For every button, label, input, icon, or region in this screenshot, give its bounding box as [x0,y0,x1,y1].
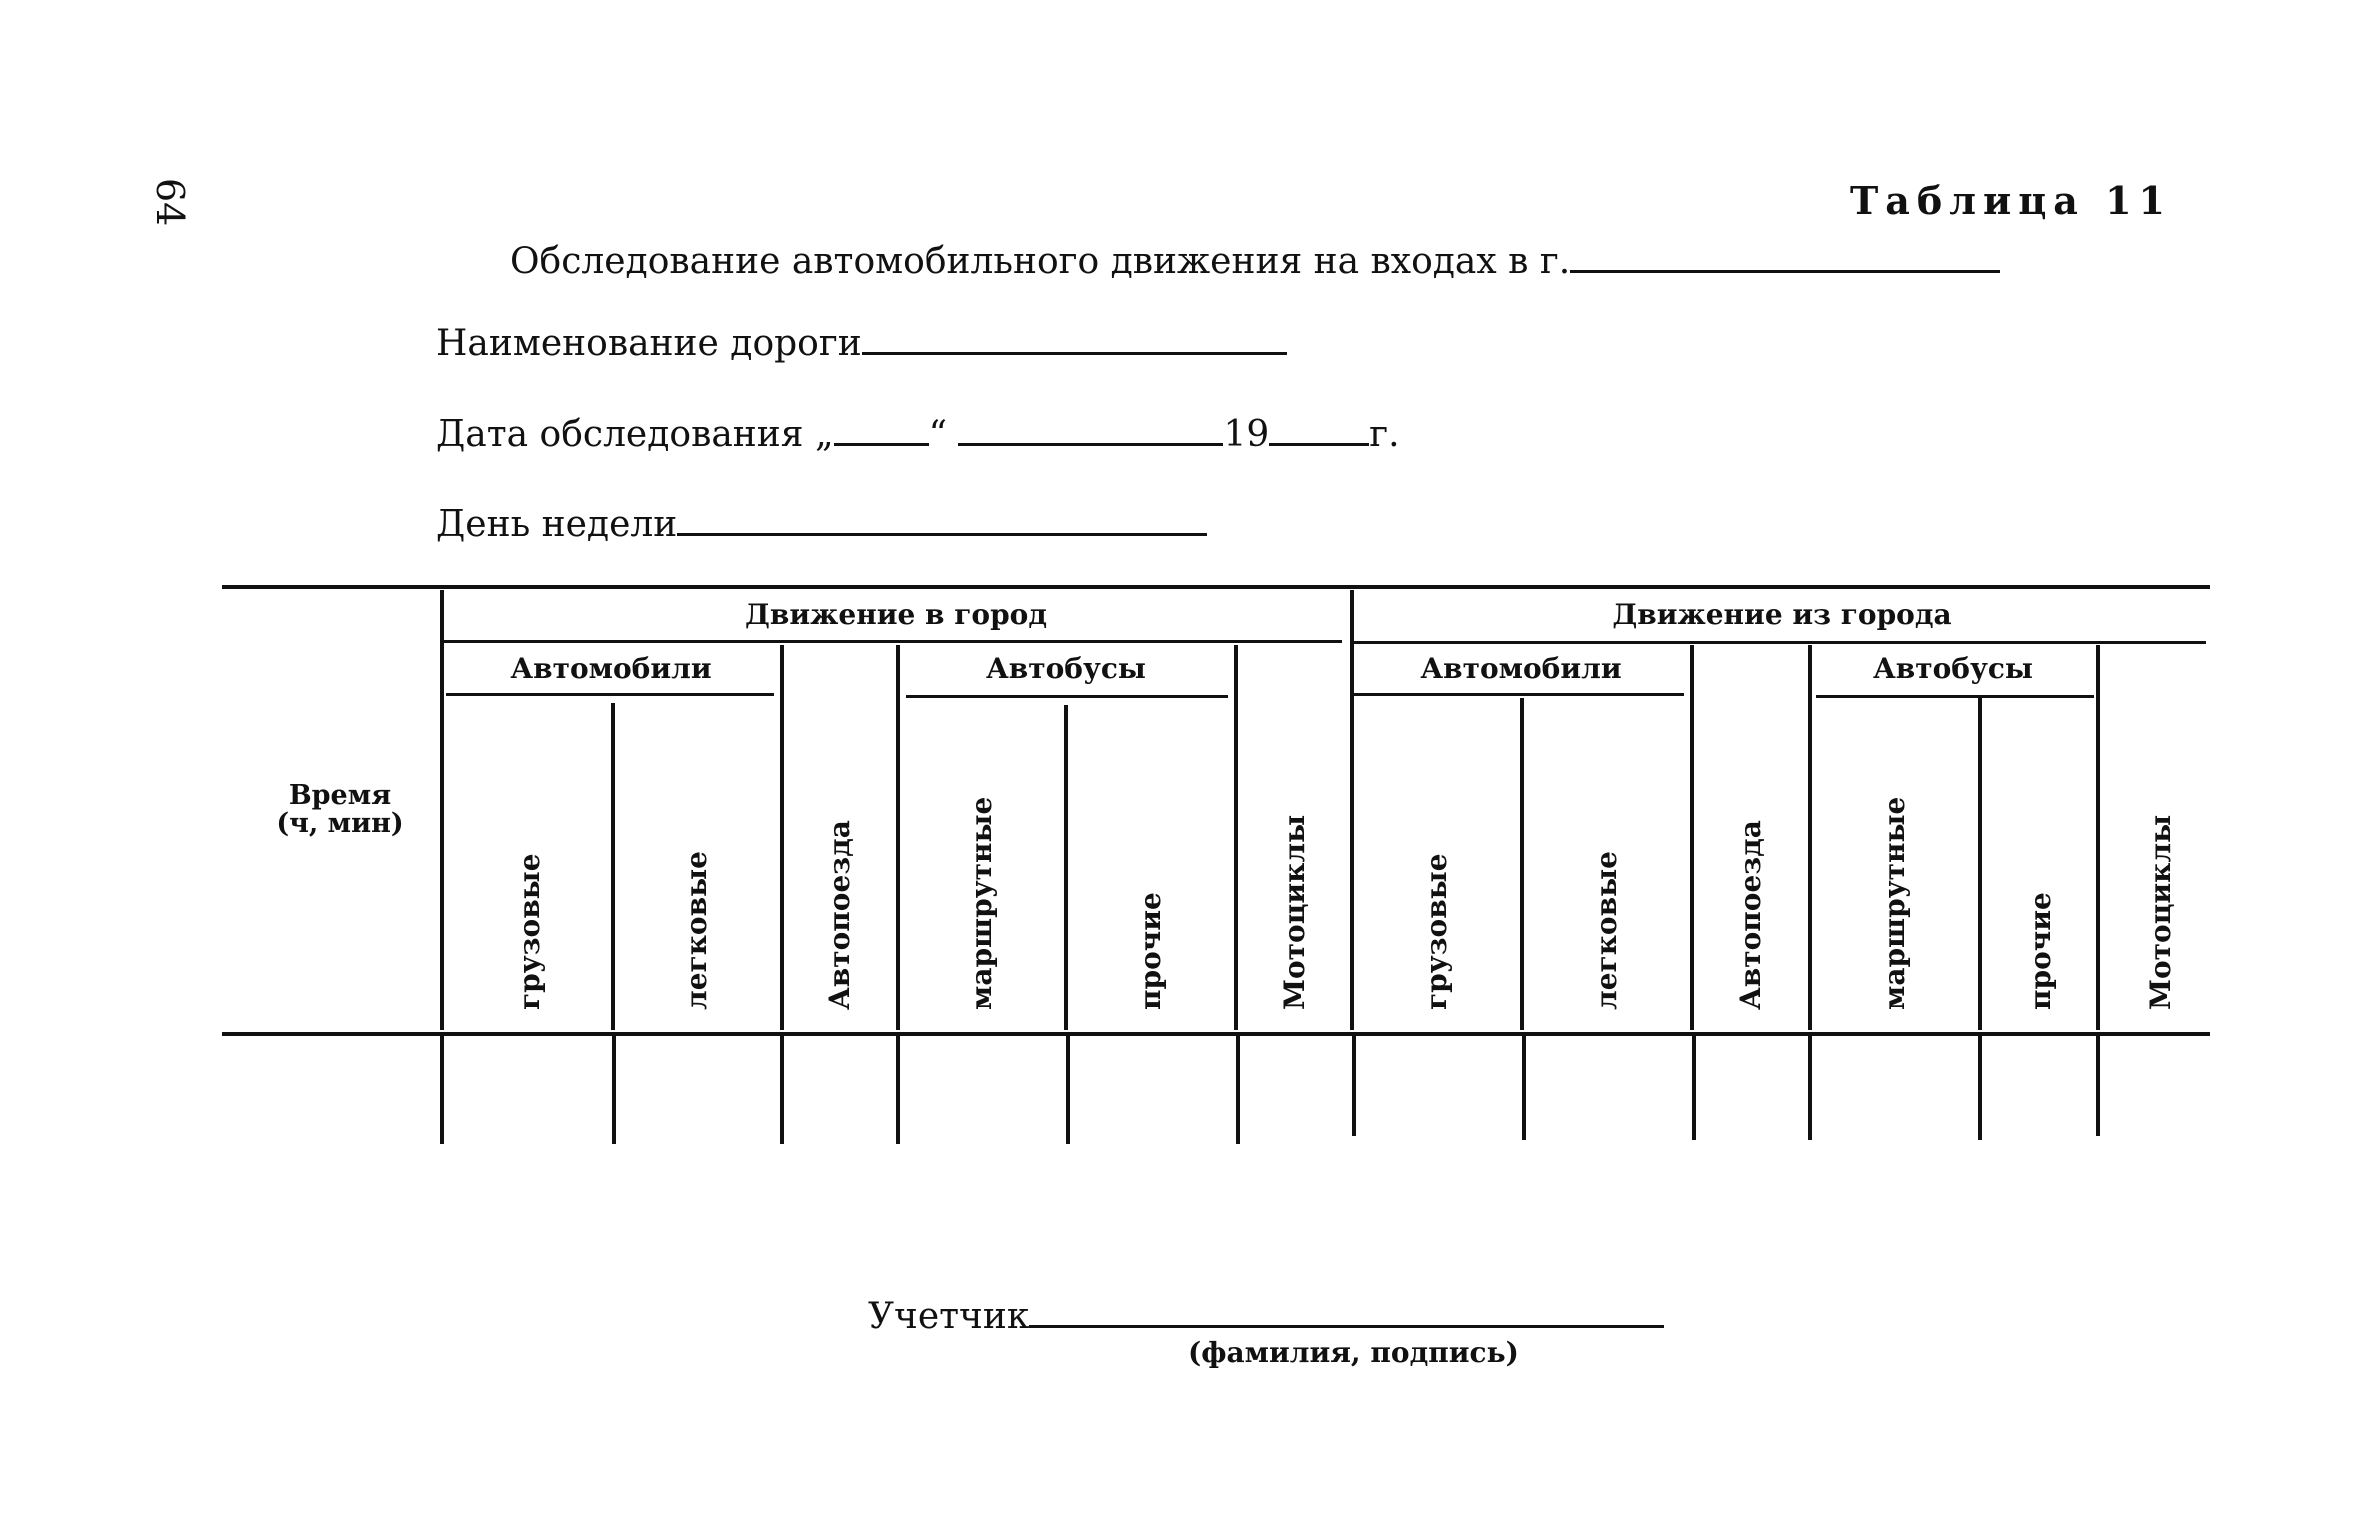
autos-rule-out [1354,693,1684,696]
signature-label: Учетчик [868,1296,1030,1337]
col-divider-3-in [896,645,900,1030]
date-open-quote: „ [814,414,834,455]
col-header-route-in: маршрутные [965,796,998,1010]
table-top-rule [222,585,2210,589]
weekday-label: День недели [436,504,678,545]
month-blank[interactable] [958,413,1223,446]
col-divider-3-out [1808,645,1812,1030]
body-divider [780,1036,784,1144]
buses-header-in: Автобусы [985,652,1146,685]
buses-rule-out [1816,695,2094,698]
col-divider-4-in [1064,705,1068,1030]
group-header-in: Движение в город [745,598,1047,631]
table-title: Таблица 11 [1849,178,2172,223]
col-header-moto-in: Мотоциклы [1278,814,1311,1010]
autos-header-out: Автомобили [1420,652,1622,685]
col-header-trains-out: Автопоезда [1734,820,1767,1010]
weekday-blank[interactable] [677,503,1207,536]
col-header-other-out: прочие [2024,892,2057,1010]
group-header-out: Движение из города [1612,598,1952,631]
col-header-cars-in: легковые [680,851,713,1010]
date-close-quote: “ [928,414,948,455]
buses-header-out: Автобусы [1872,652,2033,685]
autos-rule-in [446,693,774,696]
weekday-line [436,503,1207,545]
body-divider [1978,1036,1982,1140]
group-rule-out [1354,641,2206,644]
road-label: Наименование дороги [436,323,862,364]
col-header-moto-out: Мотоциклы [2144,814,2177,1010]
time-unit-label: (ч, мин) [276,808,404,839]
road-line [436,322,1287,364]
survey-line [510,240,2000,282]
body-divider [612,1036,616,1144]
col-divider-2-out [1690,645,1694,1030]
survey-label: Обследование автомобильного движения на входах в г. [510,241,1571,282]
autos-header-in: Автомобили [510,652,712,685]
col-header-other-in: прочие [1134,892,1167,1010]
body-divider [1808,1036,1812,1140]
date-label: Дата обследования [436,414,804,455]
col-divider-5-in [1234,645,1238,1030]
col-header-cars-out: легковые [1590,851,1623,1010]
col-header-trains-in: Автопоезда [823,820,856,1010]
page-number: 64 [148,178,192,227]
body-divider [1236,1036,1240,1144]
table-header-bottom-rule [222,1032,2210,1036]
body-divider [1522,1036,1526,1140]
col-divider-1-out [1520,698,1524,1030]
signature-blank[interactable] [1029,1295,1664,1328]
col-divider-4-out [1978,698,1982,1030]
date-line [436,413,1400,455]
signature-line [868,1295,1664,1337]
buses-rule-in [906,695,1228,698]
body-divider [896,1036,900,1144]
col-divider-1-in [611,703,615,1030]
year-prefix: 19 [1223,414,1270,455]
year-suffix: г. [1369,414,1400,455]
col-header-trucks-in: грузовые [513,853,546,1010]
body-divider [2096,1036,2100,1136]
body-divider [1692,1036,1696,1140]
col-divider-5-out [2096,645,2100,1030]
time-label: Время [288,780,392,811]
col-header-trucks-out: грузовые [1420,853,1453,1010]
year-blank[interactable] [1269,413,1369,446]
col-divider-2-in [780,645,784,1030]
city-blank[interactable] [1570,240,2000,273]
signature-caption: (фамилия, подпись) [1188,1336,1519,1369]
body-divider [1352,1036,1356,1136]
body-divider [440,1036,444,1144]
day-blank[interactable] [834,413,929,446]
body-divider [1066,1036,1070,1144]
road-blank[interactable] [862,322,1287,355]
group-rule-in [442,640,1342,643]
col-header-route-out: маршрутные [1878,796,1911,1010]
time-header [255,782,425,838]
